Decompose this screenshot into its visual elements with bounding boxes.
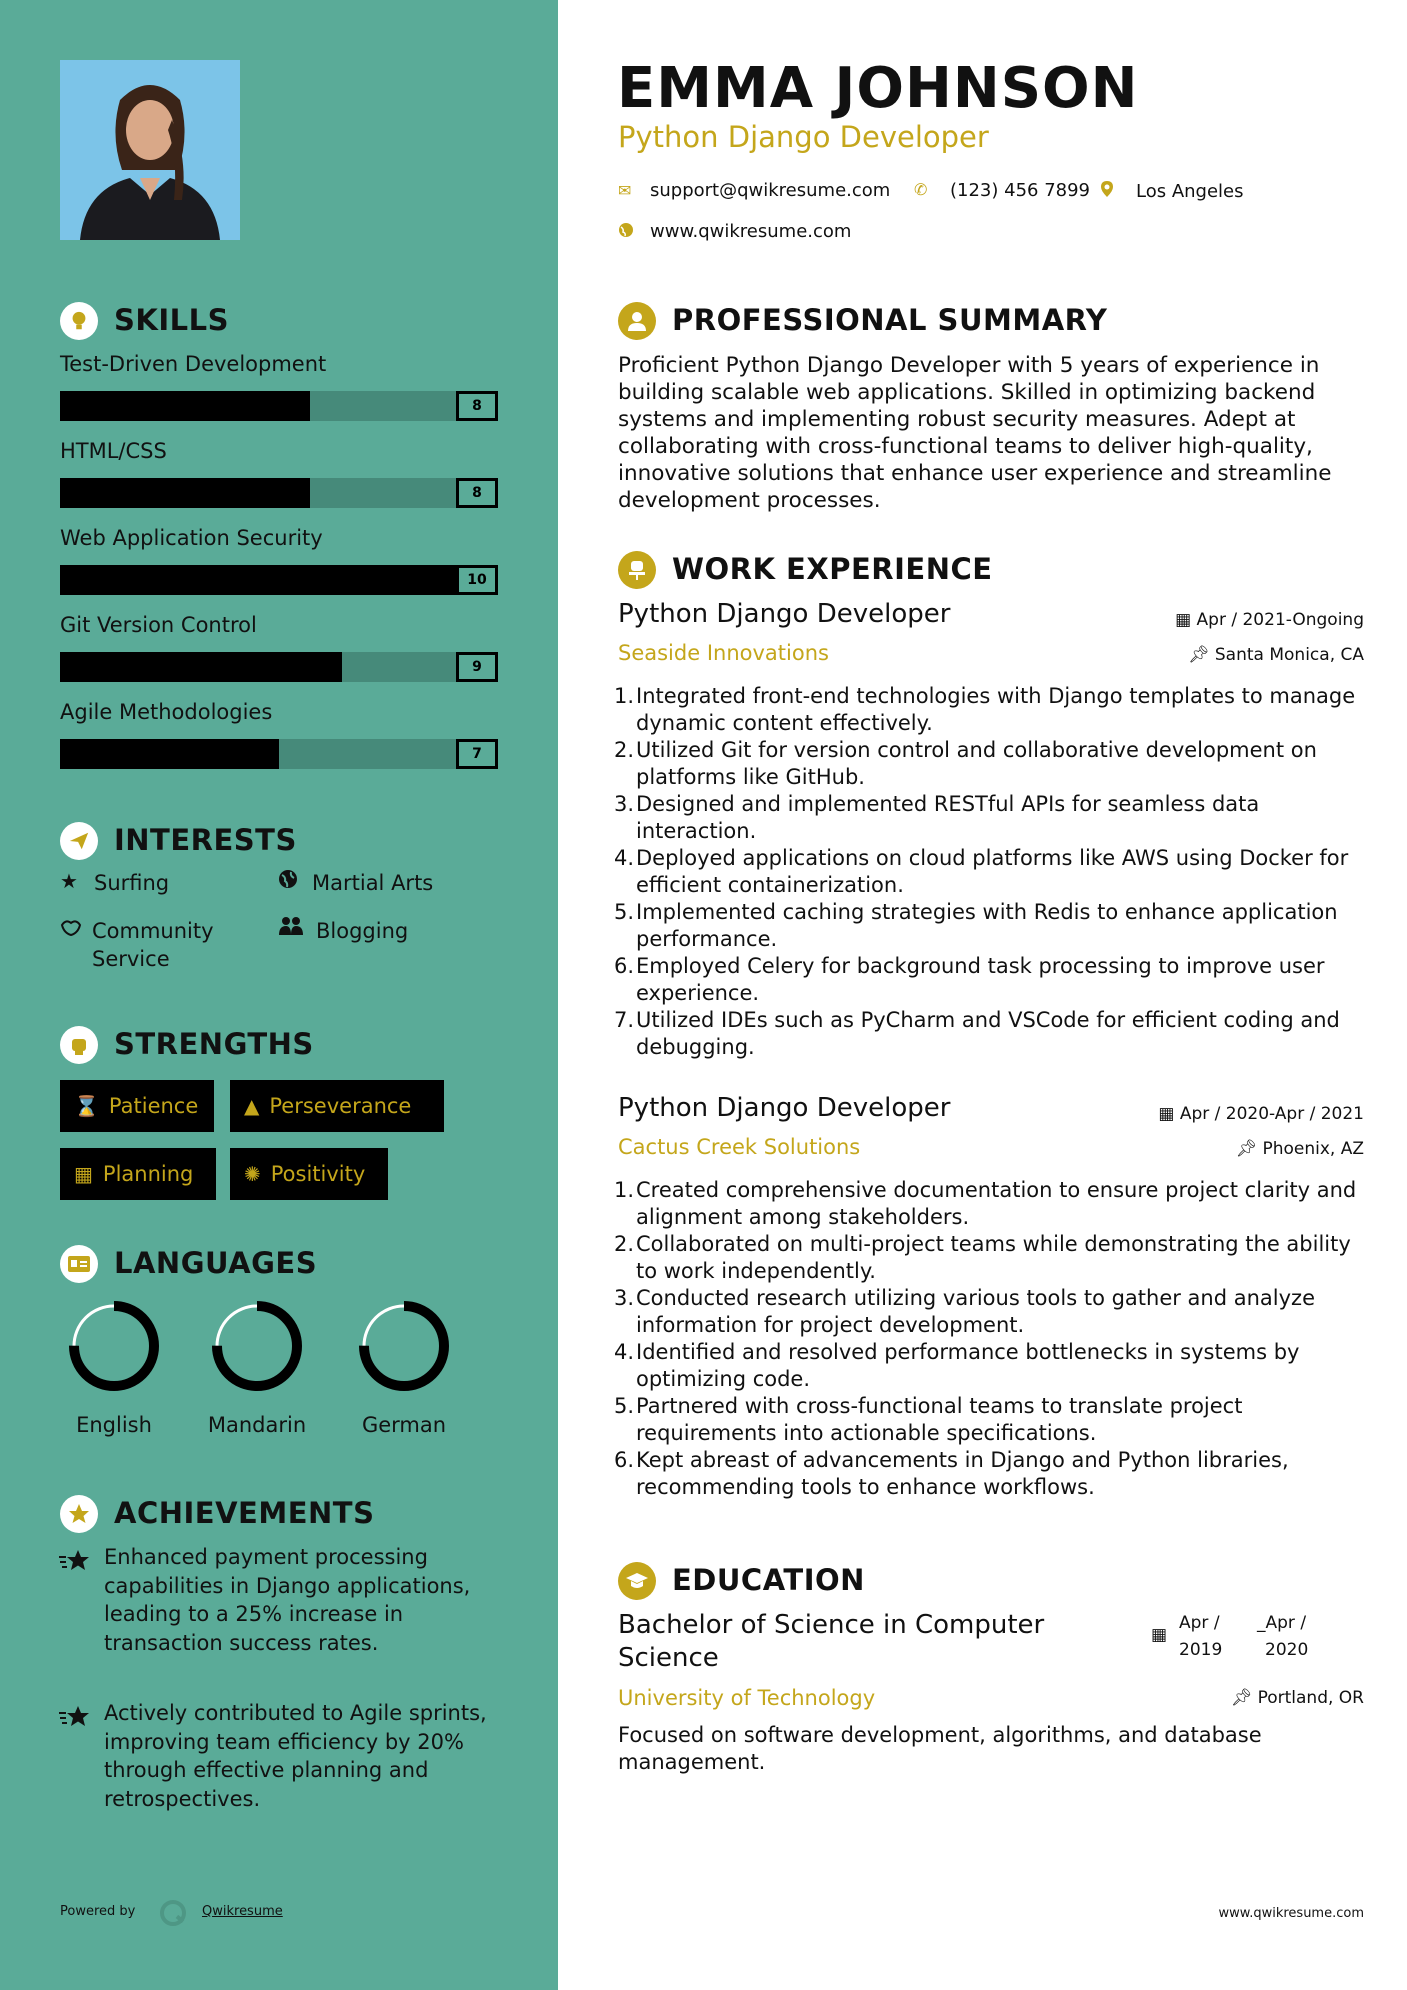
achievement-star-icon: [58, 1548, 92, 1578]
bullet-text: Employed Celery for background task processing to improve user experience.: [636, 954, 1325, 1005]
degree-title-line2: Science: [618, 1643, 719, 1673]
job-bullet: [613, 683, 1368, 737]
main-content: [558, 0, 1407, 1990]
skill-score: 7: [456, 739, 498, 769]
skill-bar-fill: [60, 652, 342, 682]
skill-bar: [60, 565, 498, 595]
language-label: Mandarin: [207, 1413, 307, 1437]
bullet-text: Kept abreast of advancements in Django and Python libraries, recommending tools to enhance workflows.: [636, 1448, 1289, 1499]
skill-score: 8: [456, 478, 498, 508]
map-pin-icon: [1100, 180, 1114, 202]
hand-icon: [60, 917, 82, 942]
degree-title: Bachelor of Science in Computer: [618, 1610, 1045, 1640]
strength-chip: ⌛ Patience: [60, 1080, 214, 1132]
education-description: Focused on software development, algorithms, and database management.: [618, 1723, 1262, 1774]
strength-chip: ▦ Planning: [60, 1148, 216, 1200]
qwikresume-logo-icon: [158, 1898, 188, 1932]
calendar-icon: ▦: [1151, 1625, 1168, 1645]
bullet-number: 1.: [613, 1178, 634, 1202]
bullet-number: 3.: [613, 792, 634, 816]
job-location: 📌︎ Santa Monica, CA: [1187, 645, 1364, 665]
language-label: German: [361, 1413, 447, 1437]
skills-title: SKILLS: [114, 303, 229, 337]
job-bullets: [613, 683, 1368, 1061]
lightbulb-icon: [60, 302, 98, 340]
candidate-role: Python Django Developer: [618, 120, 989, 154]
bullet-number: 5.: [613, 1394, 634, 1418]
job-bullet: [613, 953, 1368, 1007]
bullet-number: 2.: [613, 738, 634, 762]
strength-chip: ▲ Perseverance: [230, 1080, 444, 1132]
interest-item: Surfing: [94, 871, 170, 895]
skill-bar: [60, 652, 498, 682]
bullet-number: 6.: [613, 1448, 634, 1472]
bullet-number: 2.: [613, 1232, 634, 1256]
phone-icon: ✆: [914, 180, 928, 199]
job-location: 📌︎ Phoenix, AZ: [1235, 1139, 1364, 1159]
summary-text: Proficient Python Django Developer with 5 years of experience in building scalable web applications. Skilled in optimizing backend systems and implementing robust security measures. Adept at collaborating with cross-functional teams to deliver high-quality, innovative solutions that enhance user experience and streamline development processes.: [618, 353, 1332, 513]
skill-bar-fill: [60, 565, 456, 595]
job-title: Python Django Developer: [618, 1093, 951, 1123]
sun-icon: ✺: [244, 1162, 261, 1186]
bullet-text: Utilized Git for version control and collaborative development on platforms like GitHub.: [636, 738, 1317, 789]
skill-label: Web Application Security: [60, 526, 323, 550]
strength-chip: ✺ Positivity: [230, 1148, 388, 1200]
bullet-number: 3.: [613, 1286, 634, 1310]
skill-bar-fill: [60, 739, 279, 769]
job-bullet: [613, 845, 1368, 899]
pin-icon: 📌︎: [1230, 1688, 1258, 1708]
star-icon: ★: [60, 869, 78, 893]
job-dates: ▦ Apr / 2020-Apr / 2021: [1158, 1104, 1364, 1124]
interest-item: Martial Arts: [312, 871, 434, 895]
fist-icon: [60, 1026, 98, 1064]
skill-score: 10: [456, 565, 498, 595]
job-bullet: [613, 1231, 1368, 1285]
edu-end-year: 2020: [1265, 1640, 1309, 1660]
interest-item: Blogging: [316, 919, 409, 943]
achievement-item: Actively contributed to Agile sprints, improving team efficiency by 20% through effective planning and retrospectives.: [104, 1701, 487, 1811]
edu-location: 📌︎ Portland, OR: [1230, 1688, 1364, 1708]
paper-plane-icon: [60, 822, 98, 860]
calendar-icon: ▦: [74, 1162, 93, 1186]
language-ring: [64, 1296, 164, 1396]
graduation-cap-icon: [618, 1562, 656, 1600]
bullet-text: Conducted research utilizing various tools to gather and analyze information for project development.: [636, 1286, 1315, 1337]
calendar-icon: ▦: [1175, 610, 1197, 630]
achievement-star-icon: [58, 1704, 92, 1734]
globe-small-icon: [618, 222, 634, 242]
job-bullet: [613, 1339, 1368, 1393]
skill-label: Agile Methodologies: [60, 700, 273, 724]
location-text: Los Angeles: [1136, 181, 1244, 202]
powered-by-label: Powered by: [60, 1904, 136, 1919]
users-icon: [278, 915, 304, 942]
skill-label: Git Version Control: [60, 613, 257, 637]
skill-bar: [60, 478, 498, 508]
skill-bar-fill: [60, 391, 310, 421]
bullet-number: 7.: [613, 1008, 634, 1032]
bullet-text: Deployed applications on cloud platforms like AWS using Docker for efficient containerization.: [636, 846, 1349, 897]
job-bullet: [613, 737, 1368, 791]
envelope-icon: ✉: [618, 181, 632, 200]
skill-bar-fill: [60, 478, 310, 508]
job-dates: ▦ Apr / 2021-Ongoing: [1175, 610, 1364, 630]
school-name: University of Technology: [618, 1686, 876, 1710]
chair-icon: [618, 551, 656, 589]
language-ring: [207, 1296, 307, 1396]
languages-title: LANGUAGES: [114, 1246, 318, 1280]
job-bullets: [613, 1177, 1368, 1501]
skill-score: 9: [456, 652, 498, 682]
job-bullet: [613, 899, 1368, 953]
achievements-title: ACHIEVEMENTS: [114, 1496, 375, 1530]
website-link[interactable]: www.qwikresume.com: [650, 221, 852, 242]
id-card-icon: [60, 1245, 98, 1283]
job-bullet: [613, 1393, 1368, 1447]
bullet-text: Identified and resolved performance bottlenecks in systems by optimizing code.: [636, 1340, 1300, 1391]
job-bullet: [613, 1007, 1368, 1061]
skill-label: Test-Driven Development: [60, 352, 327, 376]
skill-bar: [60, 391, 498, 421]
edu-start-year: 2019: [1179, 1640, 1223, 1660]
candidate-name: EMMA JOHNSON: [617, 56, 1139, 121]
bullet-number: 6.: [613, 954, 634, 978]
bullet-text: Collaborated on multi-project teams while demonstrating the ability to work independently.: [636, 1232, 1351, 1283]
email-link[interactable]: support@qwikresume.com: [650, 180, 891, 201]
globe-icon: [278, 869, 298, 894]
bullet-text: Created comprehensive documentation to ensure project clarity and alignment among stakeholders.: [636, 1178, 1357, 1229]
achievement-item: Enhanced payment processing capabilities in Django applications, leading to a 25% increase in transaction success rates.: [104, 1545, 471, 1655]
phone-number: (123) 456 7899: [950, 180, 1091, 201]
profile-photo: [60, 60, 240, 240]
user-icon: [618, 302, 656, 340]
job-title: Python Django Developer: [618, 599, 951, 629]
job-bullet: [613, 1177, 1368, 1231]
bullet-text: Partnered with cross-functional teams to translate project requirements into actionable specifications.: [636, 1394, 1243, 1445]
interests-title: INTERESTS: [114, 823, 297, 857]
calendar-icon: ▦: [1158, 1104, 1180, 1124]
language-ring: [354, 1296, 454, 1396]
language-label: English: [76, 1413, 152, 1437]
education-title: EDUCATION: [672, 1563, 865, 1597]
bullet-text: Implemented caching strategies with Redis to enhance application performance.: [636, 900, 1338, 951]
experience-title: WORK EXPERIENCE: [672, 552, 993, 586]
star-badge-icon: [60, 1495, 98, 1533]
interest-item: Community Service: [92, 919, 214, 971]
footer-website[interactable]: www.qwikresume.com: [1218, 1906, 1364, 1921]
pin-icon: 📌︎: [1235, 1139, 1263, 1159]
sidebar: [0, 0, 558, 1990]
summary-title: PROFESSIONAL SUMMARY: [672, 303, 1108, 337]
skill-bar: [60, 739, 498, 769]
pin-icon: 📌︎: [1187, 645, 1215, 665]
bullet-text: Integrated front-end technologies with Django templates to manage dynamic content effectively.: [636, 684, 1356, 735]
edu-end-month: _Apr /: [1257, 1613, 1307, 1633]
skill-score: 8: [456, 391, 498, 421]
bullet-text: Utilized IDEs such as PyCharm and VSCode for efficient coding and debugging.: [636, 1008, 1340, 1059]
job-bullet: [613, 791, 1368, 845]
hourglass-icon: ⌛: [74, 1094, 99, 1118]
bullet-text: Designed and implemented RESTful APIs for seamless data interaction.: [636, 792, 1260, 843]
edu-start-month: Apr /: [1179, 1613, 1220, 1633]
job-bullet: [613, 1447, 1368, 1501]
bullet-number: 1.: [613, 684, 634, 708]
company-name: Seaside Innovations: [618, 641, 829, 665]
job-bullet: [613, 1285, 1368, 1339]
bullet-number: 4.: [613, 846, 634, 870]
skill-label: HTML/CSS: [60, 439, 167, 463]
qwikresume-link[interactable]: Qwikresume: [202, 1904, 283, 1919]
strengths-title: STRENGTHS: [114, 1027, 314, 1061]
hikers-icon: ▲: [244, 1094, 260, 1118]
company-name: Cactus Creek Solutions: [618, 1135, 861, 1159]
bullet-number: 4.: [613, 1340, 634, 1364]
bullet-number: 5.: [613, 900, 634, 924]
